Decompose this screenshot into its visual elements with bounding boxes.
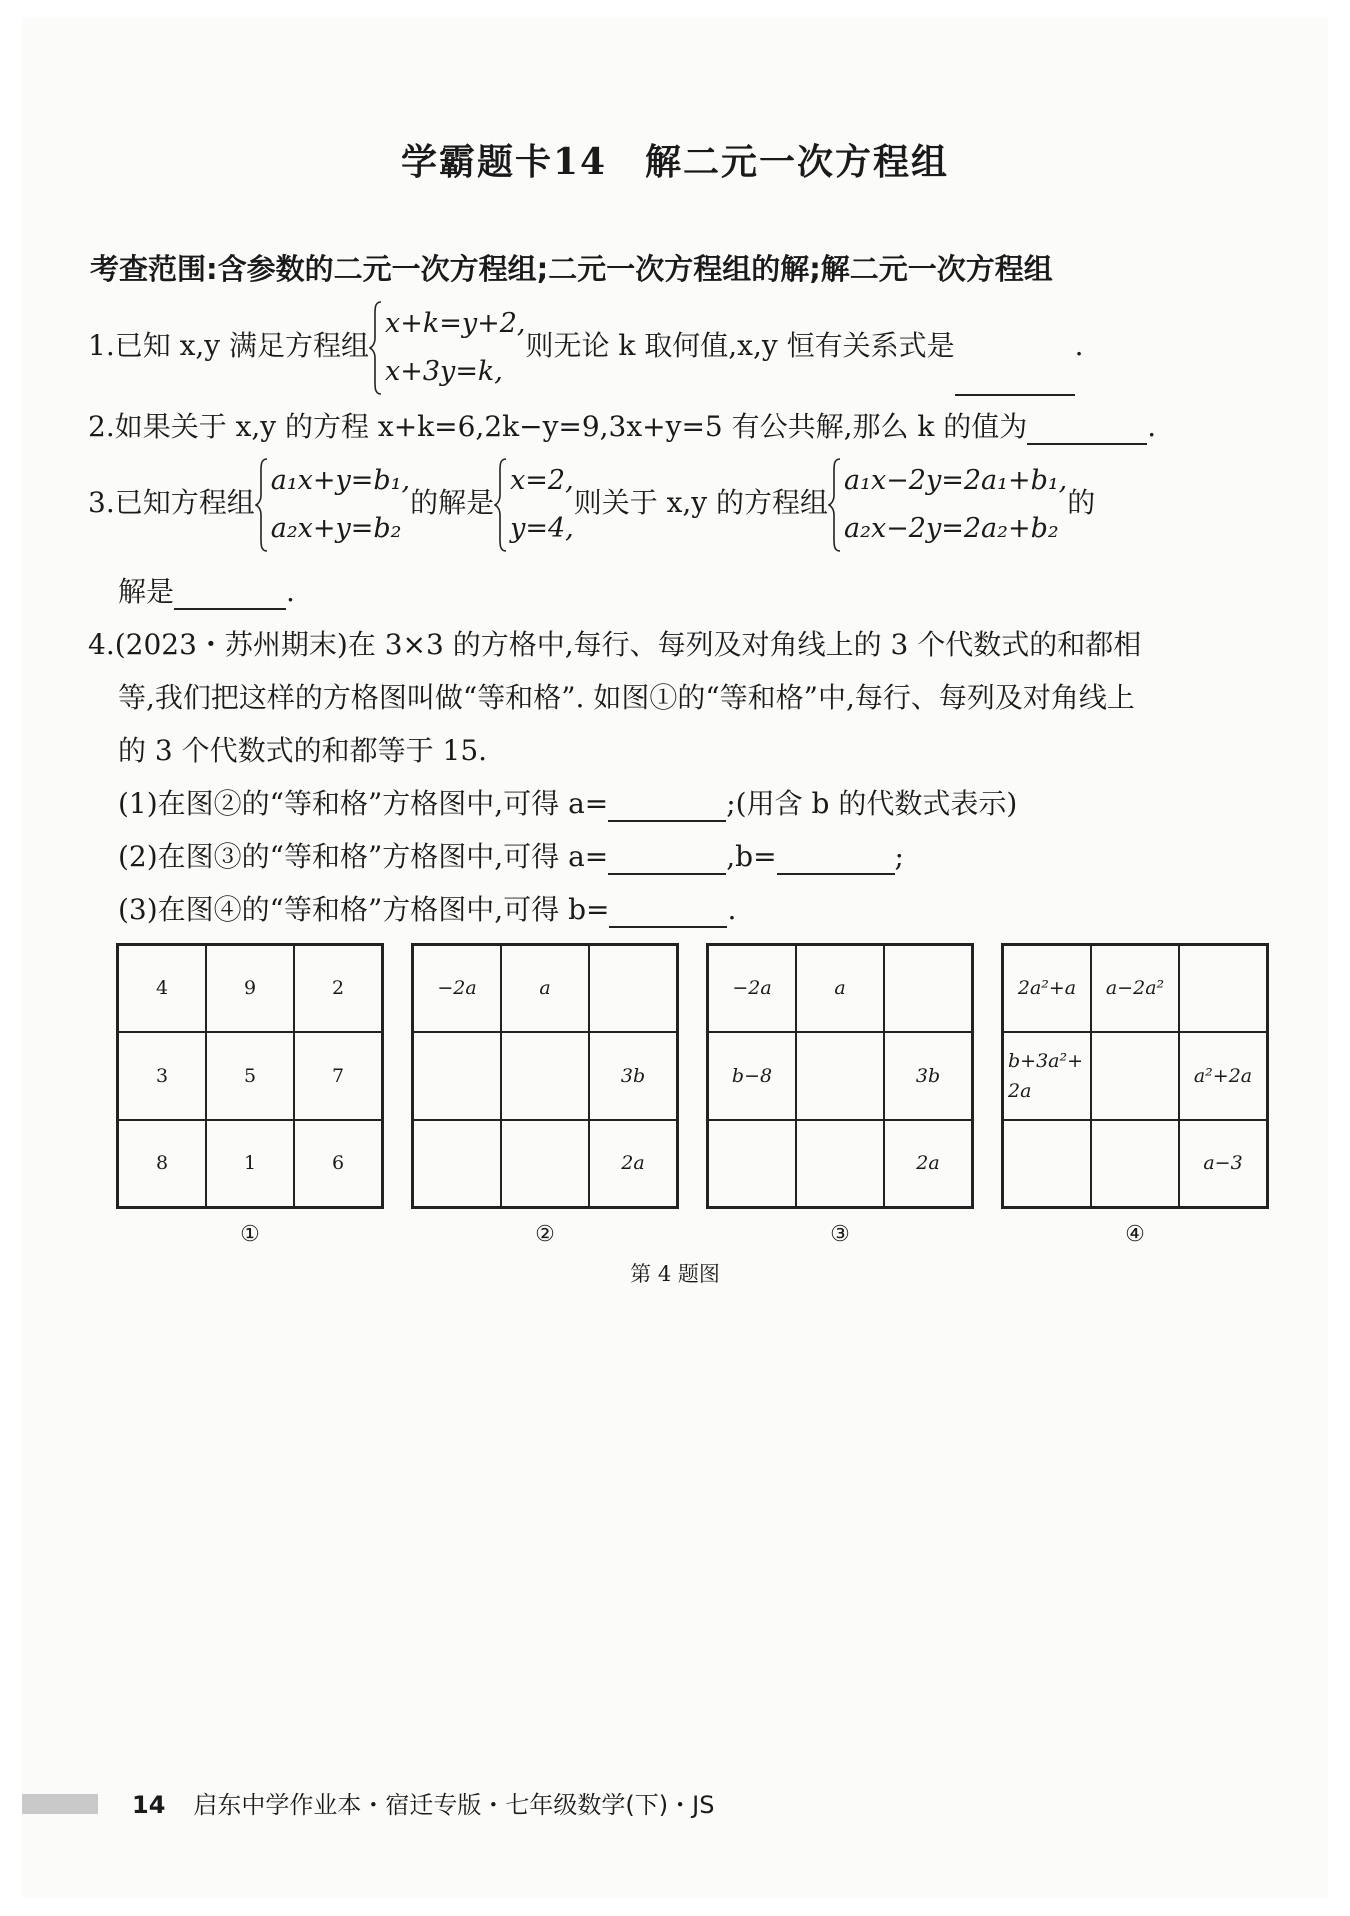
q3-suffix: 的 xyxy=(1067,486,1096,519)
q3-line2: 解是 xyxy=(118,575,175,608)
question-3 xyxy=(88,455,1095,553)
exam-scope: 考查范围:含参数的二元一次方程组;二元一次方程组的解;解二元一次方程组 xyxy=(90,252,1053,286)
q4-sub1-text: (1)在图②的“等和格”方格图中,可得 a= xyxy=(118,787,609,820)
grid-cell: 9 xyxy=(206,945,294,1032)
q4-sub2-text: (2)在图③的“等和格”方格图中,可得 a= xyxy=(118,840,609,873)
q1-eq2: x+3y=k, xyxy=(385,355,503,387)
grid-cell: 3 xyxy=(118,1032,206,1119)
grid-label-3: ③ xyxy=(830,1222,850,1247)
q2-text: 2.如果关于 x,y 的方程 x+k=6,2k−y=9,3x+y=5 有公共解,那么 k 的值为 xyxy=(88,410,1028,443)
grid-cell xyxy=(501,1032,589,1119)
q4-sub3-blank[interactable] xyxy=(609,896,727,928)
magic-square-1 xyxy=(116,943,384,1209)
page-title: 学霸题卡14 解二元一次方程组 xyxy=(400,141,950,183)
grid-cell xyxy=(796,1032,884,1119)
grid-cell: 2a xyxy=(884,1120,972,1207)
grid-label-2: ② xyxy=(535,1222,555,1247)
grid-cell: 5 xyxy=(206,1032,294,1119)
q1-answer-blank[interactable] xyxy=(955,364,1075,396)
q4-sub1-blank[interactable] xyxy=(608,790,726,822)
grid-cell xyxy=(501,1120,589,1207)
grid-cell: 4 xyxy=(118,945,206,1032)
grid-cell: b+3a²+2a xyxy=(1003,1032,1091,1119)
grid-cell: 7 xyxy=(294,1032,382,1119)
question-3-line-2 xyxy=(118,570,295,610)
grid-cell xyxy=(708,1120,796,1207)
q1-end: . xyxy=(1074,329,1084,362)
q3-sys1-eq1: a₁x+y=b₁, xyxy=(270,464,411,496)
q3-sys3-eq2: a₂x−2y=2a₂+b₂ xyxy=(844,512,1059,544)
grid-label-4: ④ xyxy=(1125,1222,1145,1247)
grid-cell: 2a xyxy=(589,1120,677,1207)
q1-suffix: 则无论 k 取何值,x,y 恒有关系式是 xyxy=(525,329,955,362)
brace-icon xyxy=(494,457,507,553)
q4-sub2-blank-b[interactable] xyxy=(777,843,895,875)
grid-cell: 2a²+a xyxy=(1003,945,1091,1032)
q2-end: . xyxy=(1147,410,1157,443)
q4-sub3-text: (3)在图④的“等和格”方格图中,可得 b= xyxy=(118,893,610,926)
figure-caption: 第 4 题图 xyxy=(630,1262,720,1286)
grid-cell xyxy=(884,945,972,1032)
q3-sys2-eq2: y=4, xyxy=(510,512,574,544)
grid-cell: a−3 xyxy=(1179,1120,1267,1207)
grid-cell: 6 xyxy=(294,1120,382,1207)
grid-cell xyxy=(1091,1120,1179,1207)
magic-square-2 xyxy=(411,943,679,1209)
q4-sub-1 xyxy=(118,782,1017,822)
q1-prefix: 1.已知 x,y 满足方程组 xyxy=(88,329,370,362)
q4-sub3-tail: . xyxy=(727,893,737,926)
q3-system-1 xyxy=(255,457,410,553)
q3-answer-blank[interactable] xyxy=(174,578,286,610)
q3-mid2: 则关于 x,y 的方程组 xyxy=(573,486,829,519)
q4-sub2-tail: ; xyxy=(894,840,904,873)
q4-sub2-mid: ,b= xyxy=(726,840,777,873)
grid-cell: 3b xyxy=(884,1032,972,1119)
grid-cell xyxy=(413,1032,501,1119)
q4-line-3: 的 3 个代数式的和都等于 15. xyxy=(118,734,488,767)
q3-mid: 的解是 xyxy=(410,486,495,519)
grid-cell: a xyxy=(501,945,589,1032)
brace-icon xyxy=(828,457,841,553)
q1-eq1: x+k=y+2, xyxy=(385,307,526,339)
grid-cell: 2 xyxy=(294,945,382,1032)
question-1 xyxy=(88,298,1084,396)
q4-sub2-blank-a[interactable] xyxy=(608,843,726,875)
q4-sub1-tail: ;(用含 b 的代数式表示) xyxy=(726,787,1018,820)
q3-sys3-eq1: a₁x−2y=2a₁+b₁, xyxy=(844,464,1068,496)
brace-icon xyxy=(369,300,382,396)
grid-label-1: ① xyxy=(240,1222,260,1247)
magic-square-3 xyxy=(706,943,974,1209)
q4-line-2: 等,我们把这样的方格图叫做“等和格”. 如图①的“等和格”中,每行、每列及对角线上 xyxy=(118,681,1135,714)
grid-cell: a−2a² xyxy=(1091,945,1179,1032)
question-2 xyxy=(88,405,1156,445)
q4-line-1: 4.(2023・苏州期末)在 3×3 的方格中,每行、每列及对角线上的 3 个代数式的和都相 xyxy=(88,628,1142,661)
q3-end: . xyxy=(286,575,295,608)
q4-sub-3 xyxy=(118,888,736,928)
q3-prefix: 3.已知方程组 xyxy=(88,486,255,519)
q2-answer-blank[interactable] xyxy=(1027,413,1147,445)
footer-decor-bar xyxy=(22,1794,98,1814)
q3-system-3 xyxy=(828,457,1067,553)
footer-text: 启东中学作业本・宿迁专版・七年级数学(下)・JS xyxy=(193,1791,715,1819)
q3-system-2 xyxy=(494,457,574,553)
grid-cell xyxy=(1091,1032,1179,1119)
grid-cell: 1 xyxy=(206,1120,294,1207)
grid-cell xyxy=(413,1120,501,1207)
grid-cell: −2a xyxy=(708,945,796,1032)
q1-system xyxy=(369,300,525,396)
magic-square-4 xyxy=(1001,943,1269,1209)
q3-sys2-eq1: x=2, xyxy=(510,464,574,496)
grid-cell xyxy=(796,1120,884,1207)
grid-cell: −2a xyxy=(413,945,501,1032)
grid-cell xyxy=(1003,1120,1091,1207)
grid-cell: b−8 xyxy=(708,1032,796,1119)
brace-icon xyxy=(255,457,268,553)
q4-sub-2 xyxy=(118,835,904,875)
grid-cell xyxy=(589,945,677,1032)
q3-sys1-eq2: a₂x+y=b₂ xyxy=(270,512,402,544)
grid-cell: a xyxy=(796,945,884,1032)
page-number: 14 xyxy=(132,1791,166,1819)
page-footer xyxy=(132,1785,714,1820)
grid-cell: 8 xyxy=(118,1120,206,1207)
grid-cell xyxy=(1179,945,1267,1032)
grid-cell: 3b xyxy=(589,1032,677,1119)
grid-cell: a²+2a xyxy=(1179,1032,1267,1119)
